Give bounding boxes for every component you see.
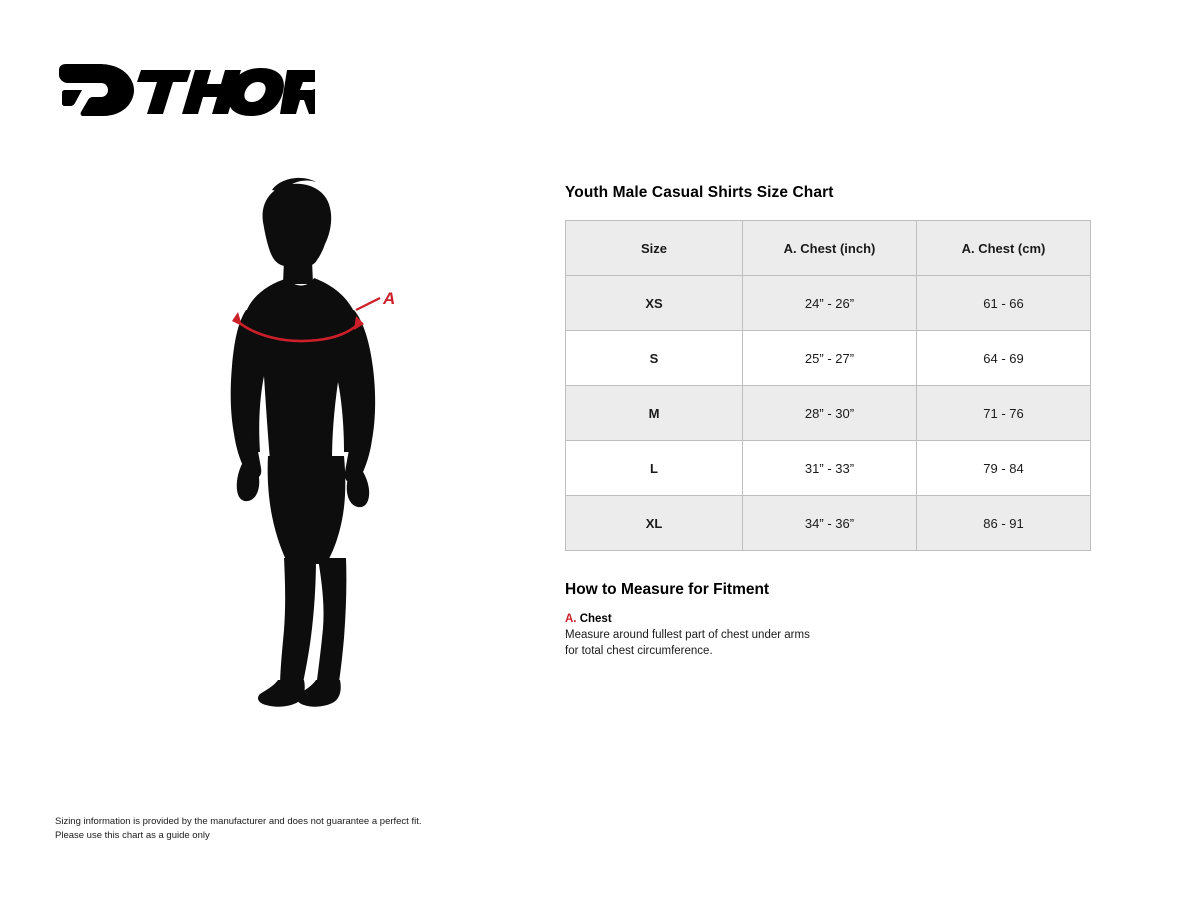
thor-logo — [55, 62, 315, 124]
body-figure-illustration — [180, 160, 480, 720]
cell-chest-cm: 79 - 84 — [917, 441, 1091, 496]
cell-chest-cm: 64 - 69 — [917, 331, 1091, 386]
cell-chest-inch: 25” - 27” — [743, 331, 917, 386]
measure-letter: A. — [565, 613, 577, 625]
column-header-chest-cm: A. Chest (cm) — [917, 221, 1091, 276]
table-row — [566, 496, 1091, 551]
cell-size: S — [566, 331, 743, 386]
callout-label-a: A — [383, 289, 396, 308]
cell-size: XS — [566, 276, 743, 331]
cell-chest-cm: 86 - 91 — [917, 496, 1091, 551]
how-to-measure-title: How to Measure for Fitment — [565, 581, 770, 598]
table-row — [566, 386, 1091, 441]
measure-name: Chest — [579, 613, 612, 625]
measure-item-label — [565, 613, 1090, 625]
cell-chest-cm: 61 - 66 — [917, 276, 1091, 331]
cell-chest-inch: 34” - 36” — [743, 496, 917, 551]
cell-chest-inch: 28” - 30” — [743, 386, 917, 441]
table-row — [566, 276, 1091, 331]
cell-size: L — [566, 441, 743, 496]
column-header-chest-inch: A. Chest (inch) — [743, 221, 917, 276]
size-chart-panel — [565, 184, 1090, 659]
table-row — [566, 331, 1091, 386]
trademark-symbol: ® — [286, 107, 292, 116]
cell-chest-cm: 71 - 76 — [917, 386, 1091, 441]
disclaimer-line-2: Please use this chart as a guide only — [55, 829, 210, 841]
cell-size: XL — [566, 496, 743, 551]
page-title: Youth Male Casual Shirts Size Chart — [565, 184, 834, 201]
size-chart-table — [565, 220, 1091, 551]
measure-description: Measure around fullest part of chest under arms for total chest circumference. — [565, 629, 810, 657]
disclaimer — [55, 815, 422, 843]
cell-chest-inch: 24” - 26” — [743, 276, 917, 331]
column-header-size: Size — [566, 221, 743, 276]
disclaimer-line-1: Sizing information is provided by the manufacturer and does not guarantee a perfect fit. — [55, 816, 422, 827]
cell-size: M — [566, 386, 743, 441]
cell-chest-inch: 31” - 33” — [743, 441, 917, 496]
table-row — [566, 441, 1091, 496]
table-header-row — [566, 221, 1091, 276]
youth-silhouette — [231, 178, 375, 707]
